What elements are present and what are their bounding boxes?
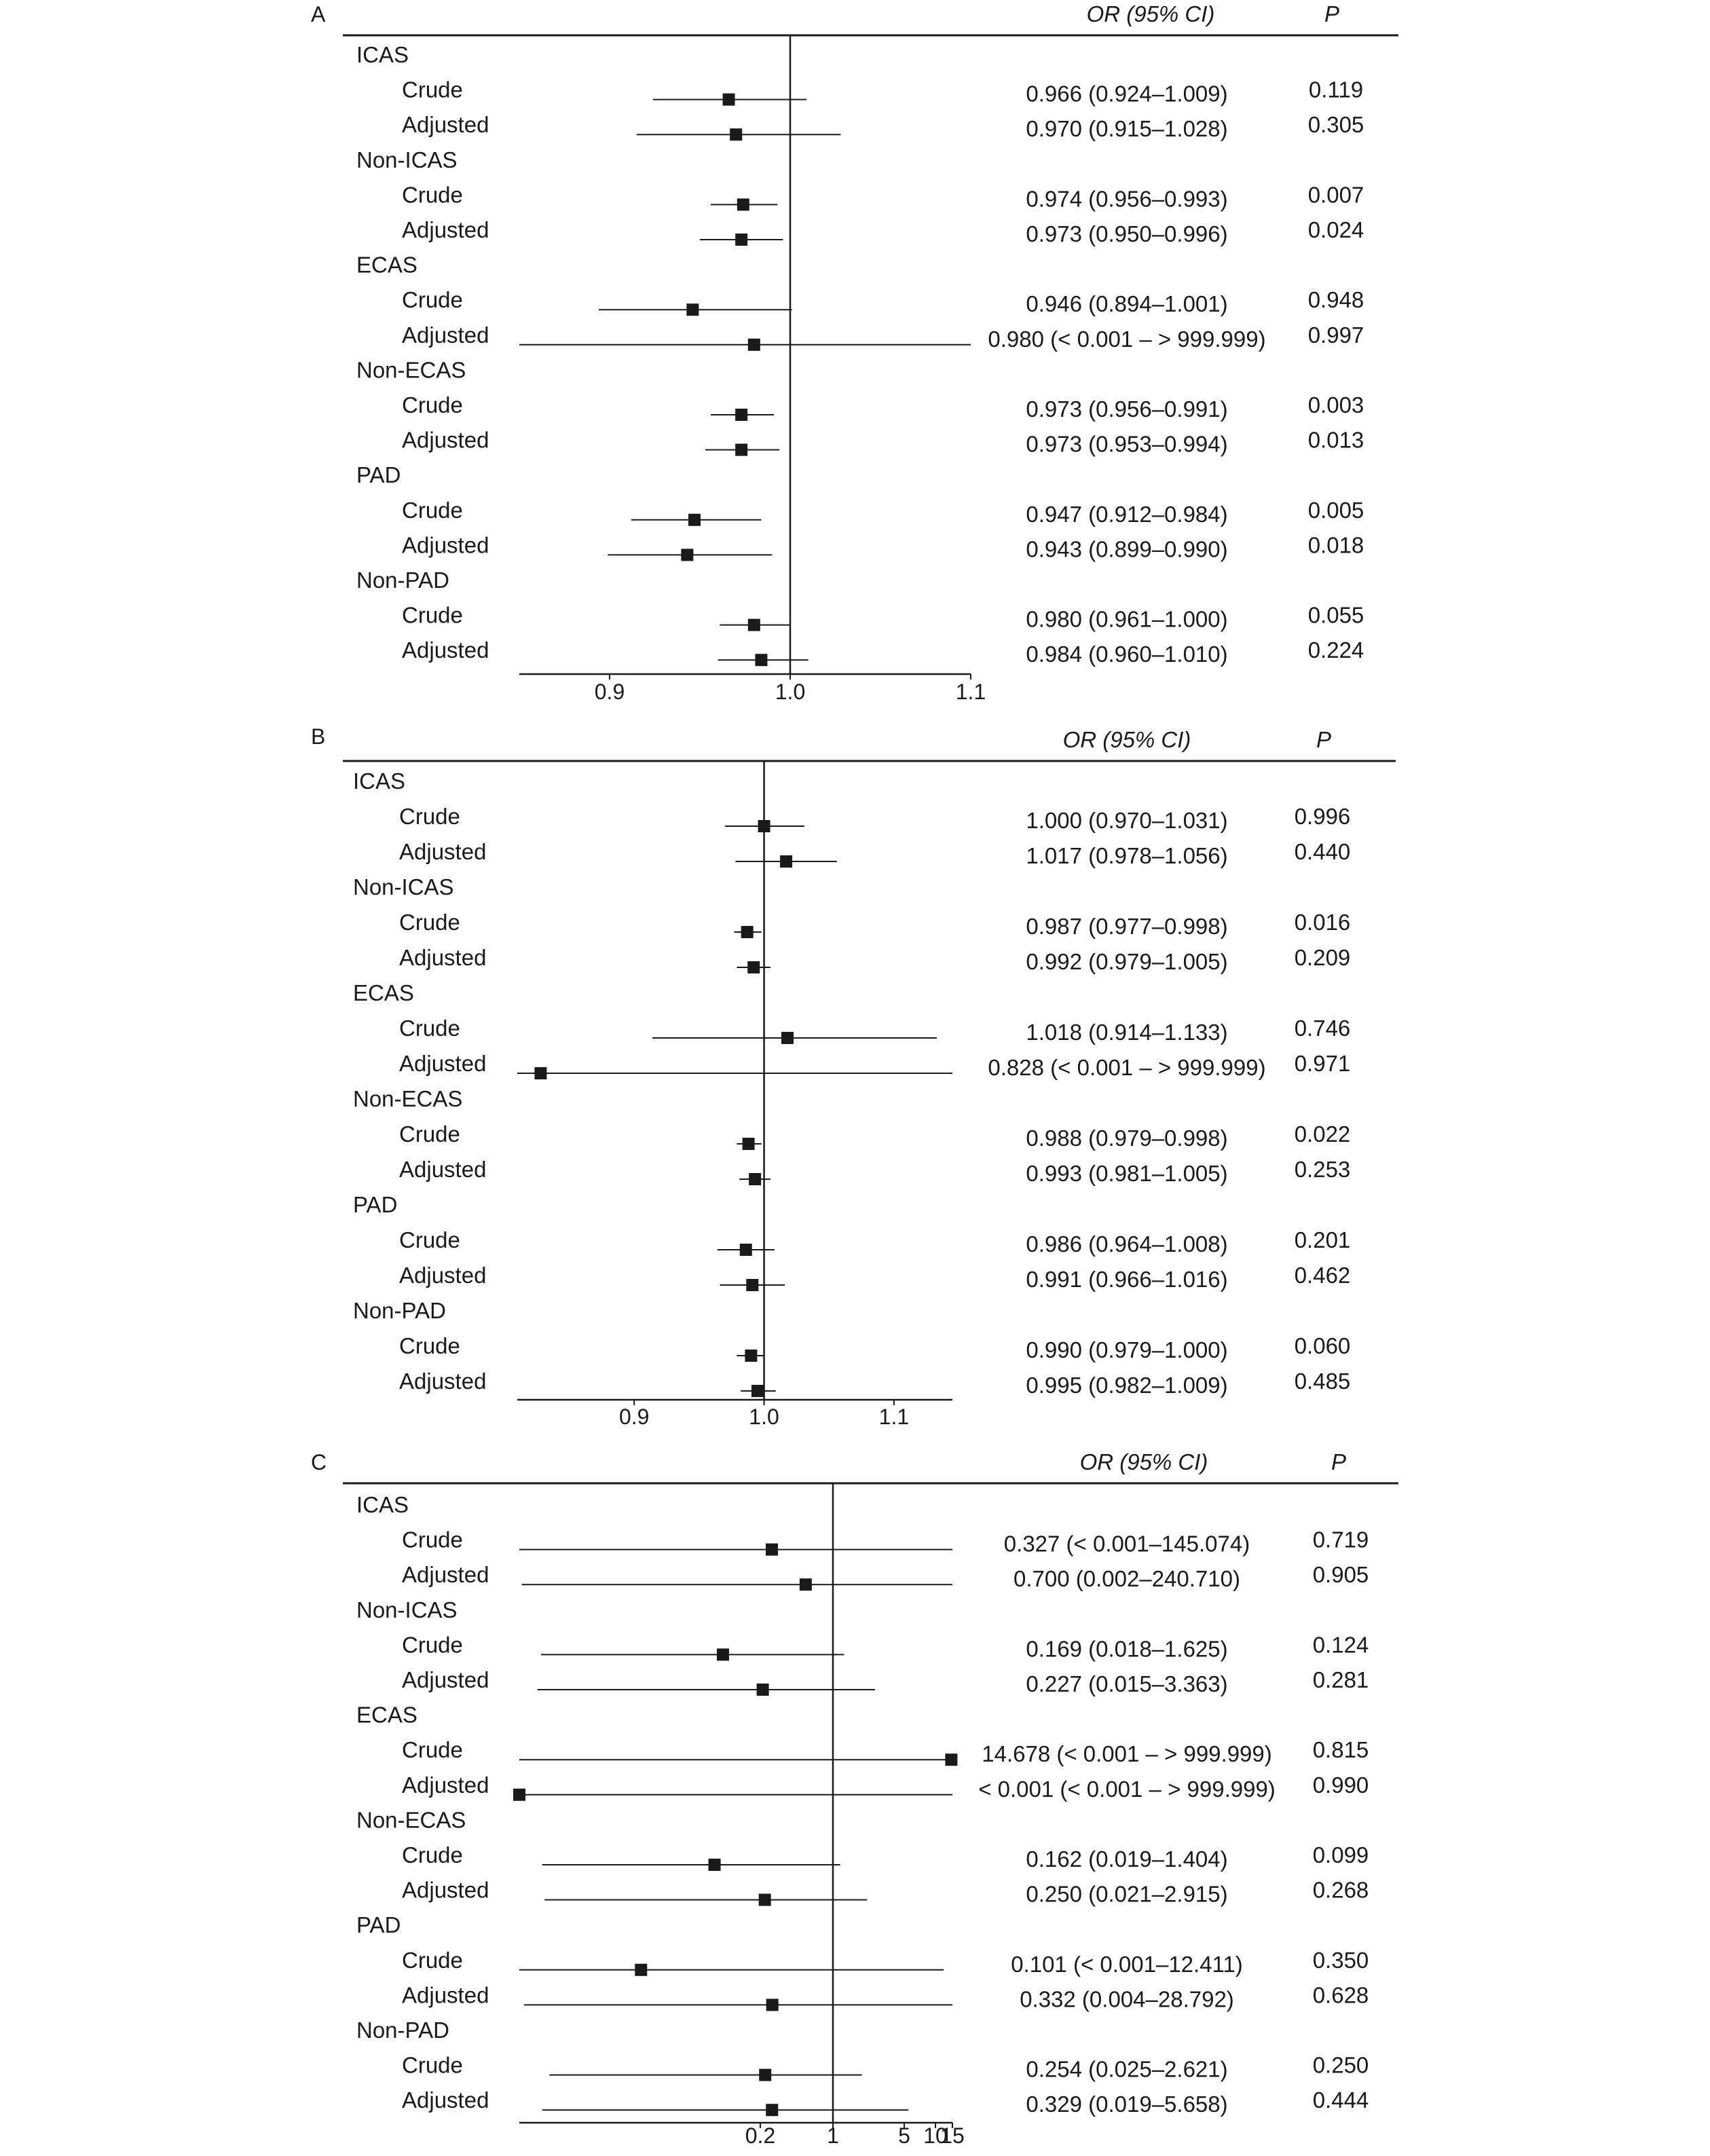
- panel-c-tick-label: 15: [940, 2123, 965, 2148]
- panel-b-letter: B: [311, 724, 326, 749]
- estimate-label: Adjusted: [402, 532, 489, 558]
- p-value: 0.022: [1294, 1121, 1351, 1147]
- p-value: 0.250: [1312, 2052, 1369, 2078]
- p-value: 0.018: [1307, 532, 1364, 558]
- p-value: 0.024: [1307, 217, 1364, 242]
- point-estimate-marker: [709, 1859, 721, 1871]
- panel-c-tick-label: 5: [898, 2123, 910, 2148]
- or-ci-value: 0.993 (0.981–1.005): [1026, 1161, 1228, 1186]
- panel-a-header-or: OR (95% CI): [1086, 1, 1215, 26]
- p-value: 0.281: [1312, 1667, 1369, 1692]
- or-ci-value: 0.332 (0.004–28.792): [1020, 1986, 1234, 2012]
- p-value: 0.462: [1294, 1263, 1351, 1288]
- estimate-label: Crude: [399, 1227, 460, 1252]
- panel-c-tick-label: 10: [923, 2123, 948, 2148]
- panel-a-header-p: P: [1324, 1, 1340, 26]
- group-label: ICAS: [356, 42, 409, 67]
- group-label: Non-ICAS: [356, 1597, 458, 1622]
- p-value: 0.948: [1307, 287, 1364, 313]
- point-estimate-marker: [737, 198, 749, 210]
- p-value: 0.350: [1312, 1947, 1369, 1973]
- point-estimate-marker: [780, 855, 792, 868]
- group-label: PAD: [356, 1912, 401, 1938]
- panel-a-letter: A: [311, 2, 326, 26]
- group-label: Non-PAD: [356, 2018, 449, 2043]
- point-estimate-marker: [748, 619, 760, 631]
- group-label: Non-ICAS: [356, 147, 458, 172]
- estimate-label: Crude: [402, 287, 463, 313]
- p-value: 0.628: [1312, 1982, 1369, 2008]
- estimate-label: Crude: [402, 77, 463, 103]
- p-value: 0.060: [1294, 1333, 1351, 1358]
- point-estimate-marker: [745, 1350, 757, 1362]
- or-ci-value: 0.946 (0.894–1.001): [1026, 291, 1228, 317]
- p-value: 0.444: [1312, 2087, 1369, 2113]
- point-estimate-marker: [758, 820, 770, 832]
- point-estimate-marker: [747, 961, 760, 973]
- point-estimate-marker: [741, 926, 754, 938]
- group-label: Non-PAD: [353, 1298, 446, 1323]
- group-label: ECAS: [356, 1702, 417, 1728]
- or-ci-value: 0.995 (0.982–1.009): [1026, 1373, 1228, 1398]
- estimate-label: Adjusted: [399, 1051, 487, 1076]
- panel-b-tick-label: 1.0: [749, 1405, 779, 1429]
- estimate-label: Crude: [399, 1121, 460, 1147]
- point-estimate-marker: [730, 128, 742, 141]
- p-value: 0.305: [1307, 112, 1364, 138]
- panel-a-tick-label: 1.0: [775, 680, 806, 704]
- estimate-label: Crude: [402, 497, 463, 523]
- or-ci-value: 0.254 (0.025–2.621): [1026, 2056, 1228, 2082]
- or-ci-value: 0.162 (0.019–1.404): [1026, 1846, 1228, 1872]
- p-value: 0.005: [1307, 497, 1364, 523]
- p-value: 0.253: [1294, 1157, 1351, 1182]
- estimate-label: Adjusted: [402, 427, 489, 453]
- group-label: ECAS: [356, 252, 417, 278]
- or-ci-value: 0.992 (0.979–1.005): [1026, 949, 1228, 974]
- point-estimate-marker: [945, 1753, 957, 1766]
- p-value: 0.719: [1312, 1527, 1369, 1553]
- point-estimate-marker: [781, 1032, 794, 1044]
- panel-b-header-p: P: [1316, 727, 1332, 752]
- point-estimate-marker: [759, 1894, 771, 1906]
- point-estimate-marker: [800, 1578, 812, 1591]
- p-value: 0.746: [1294, 1016, 1351, 1041]
- or-ci-value: 0.984 (0.960–1.010): [1026, 642, 1228, 667]
- estimate-label: Adjusted: [399, 945, 487, 970]
- or-ci-value: 0.169 (0.018–1.625): [1026, 1636, 1228, 1662]
- estimate-label: Adjusted: [402, 1562, 489, 1588]
- p-value: 0.007: [1307, 182, 1364, 208]
- estimate-label: Adjusted: [399, 1157, 487, 1182]
- p-value: 0.003: [1307, 392, 1364, 417]
- panel-c-letter: C: [311, 1450, 327, 1474]
- panel-c-tick-label: 1: [827, 2123, 839, 2148]
- p-value: 0.997: [1307, 322, 1364, 348]
- or-ci-value: 0.327 (< 0.001–145.074): [1003, 1531, 1250, 1557]
- estimate-label: Adjusted: [402, 1772, 489, 1798]
- group-label: ECAS: [353, 980, 414, 1005]
- group-label: Non-ECAS: [356, 1807, 466, 1833]
- or-ci-value: 0.980 (< 0.001 – > 999.999): [988, 326, 1266, 352]
- point-estimate-marker: [759, 2069, 771, 2081]
- point-estimate-marker: [766, 1999, 779, 2011]
- group-label: Non-ECAS: [353, 1086, 463, 1111]
- or-ci-value: 0.987 (0.977–0.998): [1026, 914, 1228, 939]
- estimate-label: Crude: [402, 2052, 463, 2078]
- p-value: 0.815: [1312, 1737, 1369, 1763]
- p-value: 0.209: [1294, 945, 1351, 970]
- group-label: ICAS: [353, 768, 406, 794]
- estimate-label: Adjusted: [402, 112, 489, 138]
- point-estimate-marker: [635, 1964, 647, 1976]
- or-ci-value: 0.973 (0.956–0.991): [1026, 396, 1228, 422]
- estimate-label: Crude: [399, 1016, 460, 1041]
- point-estimate-marker: [688, 514, 701, 526]
- point-estimate-marker: [740, 1244, 752, 1256]
- group-label: PAD: [353, 1192, 398, 1217]
- estimate-label: Crude: [402, 1737, 463, 1763]
- estimate-label: Adjusted: [399, 839, 487, 864]
- estimate-label: Adjusted: [402, 1877, 489, 1903]
- estimate-label: Adjusted: [399, 1263, 487, 1288]
- estimate-label: Adjusted: [402, 217, 489, 242]
- panel-a-tick-label: 1.1: [955, 680, 986, 704]
- point-estimate-marker: [748, 339, 760, 351]
- or-ci-value: 1.018 (0.914–1.133): [1026, 1020, 1228, 1045]
- or-ci-value: 1.017 (0.978–1.056): [1026, 843, 1228, 868]
- group-label: ICAS: [356, 1492, 409, 1517]
- p-value: 0.055: [1307, 602, 1364, 628]
- estimate-label: Crude: [402, 392, 463, 417]
- point-estimate-marker: [681, 549, 693, 561]
- estimate-label: Crude: [402, 1947, 463, 1973]
- or-ci-value: 0.970 (0.915–1.028): [1026, 116, 1228, 142]
- panel-b-header-or: OR (95% CI): [1062, 727, 1191, 752]
- or-ci-value: 0.980 (0.961–1.000): [1026, 606, 1228, 632]
- or-ci-value: 0.974 (0.956–0.993): [1026, 186, 1228, 212]
- p-value: 0.971: [1294, 1051, 1351, 1076]
- p-value: 0.268: [1312, 1877, 1369, 1903]
- group-label: Non-ECAS: [356, 357, 466, 383]
- point-estimate-marker: [746, 1279, 758, 1291]
- p-value: 0.201: [1294, 1227, 1351, 1252]
- p-value: 0.990: [1312, 1772, 1369, 1798]
- estimate-label: Crude: [402, 1842, 463, 1867]
- p-value: 0.013: [1307, 427, 1364, 453]
- panel-c-header-or: OR (95% CI): [1079, 1449, 1208, 1474]
- point-estimate-marker: [751, 1385, 764, 1397]
- point-estimate-marker: [686, 303, 699, 316]
- estimate-label: Adjusted: [402, 2087, 489, 2113]
- point-estimate-marker: [766, 1544, 778, 1556]
- point-estimate-marker: [757, 1684, 769, 1696]
- point-estimate-marker: [735, 409, 747, 421]
- panel-b-tick-label: 1.1: [878, 1405, 910, 1429]
- p-value: 0.016: [1294, 910, 1351, 935]
- or-ci-value: 0.943 (0.899–0.990): [1026, 536, 1228, 562]
- estimate-label: Adjusted: [402, 322, 489, 348]
- or-ci-value: 0.990 (0.979–1.000): [1026, 1337, 1228, 1362]
- point-estimate-marker: [513, 1789, 525, 1801]
- estimate-label: Crude: [402, 1632, 463, 1658]
- p-value: 0.099: [1312, 1842, 1369, 1867]
- or-ci-value: 0.329 (0.019–5.658): [1026, 2092, 1228, 2117]
- or-ci-value: 0.966 (0.924–1.009): [1026, 81, 1228, 107]
- point-estimate-marker: [743, 1138, 755, 1150]
- or-ci-value: 14.678 (< 0.001 – > 999.999): [982, 1741, 1272, 1767]
- panel-a-tick-label: 0.9: [594, 680, 625, 704]
- or-ci-value: 0.828 (< 0.001 – > 999.999): [988, 1055, 1266, 1080]
- point-estimate-marker: [723, 94, 735, 106]
- p-value: 0.996: [1294, 804, 1351, 829]
- or-ci-value: 0.986 (0.964–1.008): [1026, 1231, 1228, 1257]
- panel-c-header-p: P: [1331, 1449, 1347, 1474]
- point-estimate-marker: [735, 444, 747, 456]
- or-ci-value: 0.101 (< 0.001–12.411): [1011, 1951, 1243, 1977]
- point-estimate-marker: [735, 234, 747, 246]
- group-label: PAD: [356, 462, 401, 488]
- or-ci-value: < 0.001 (< 0.001 – > 999.999): [978, 1776, 1276, 1802]
- group-label: Non-PAD: [356, 568, 449, 593]
- estimate-label: Crude: [399, 1333, 460, 1358]
- point-estimate-marker: [766, 2104, 778, 2116]
- estimate-label: Adjusted: [399, 1369, 487, 1394]
- estimate-label: Crude: [399, 910, 460, 935]
- p-value: 0.905: [1312, 1562, 1369, 1588]
- or-ci-value: 0.700 (0.002–240.710): [1014, 1566, 1240, 1592]
- group-label: Non-ICAS: [353, 874, 454, 899]
- panel-c-tick-label: 0.2: [745, 2123, 776, 2148]
- point-estimate-marker: [749, 1173, 761, 1185]
- or-ci-value: 0.988 (0.979–0.998): [1026, 1126, 1228, 1151]
- or-ci-value: 0.227 (0.015–3.363): [1026, 1671, 1228, 1696]
- p-value: 0.485: [1294, 1369, 1351, 1394]
- or-ci-value: 0.973 (0.953–0.994): [1026, 431, 1228, 457]
- estimate-label: Adjusted: [402, 1667, 489, 1692]
- p-value: 0.440: [1294, 839, 1351, 864]
- panel-b-tick-label: 0.9: [618, 1405, 650, 1429]
- estimate-label: Adjusted: [402, 637, 489, 663]
- or-ci-value: 0.947 (0.912–0.984): [1026, 501, 1228, 527]
- point-estimate-marker: [755, 654, 767, 666]
- p-value: 0.119: [1308, 77, 1364, 103]
- or-ci-value: 1.000 (0.970–1.031): [1026, 808, 1228, 833]
- point-estimate-marker: [534, 1067, 546, 1079]
- point-estimate-marker: [717, 1648, 729, 1660]
- estimate-label: Crude: [402, 182, 463, 208]
- p-value: 0.124: [1312, 1632, 1369, 1658]
- or-ci-value: 0.991 (0.966–1.016): [1026, 1267, 1228, 1292]
- estimate-label: Crude: [402, 1527, 463, 1553]
- estimate-label: Crude: [399, 804, 460, 829]
- p-value: 0.224: [1307, 637, 1364, 663]
- estimate-label: Adjusted: [402, 1982, 489, 2008]
- estimate-label: Crude: [402, 602, 463, 628]
- or-ci-value: 0.250 (0.021–2.915): [1026, 1881, 1228, 1907]
- or-ci-value: 0.973 (0.950–0.996): [1026, 221, 1228, 246]
